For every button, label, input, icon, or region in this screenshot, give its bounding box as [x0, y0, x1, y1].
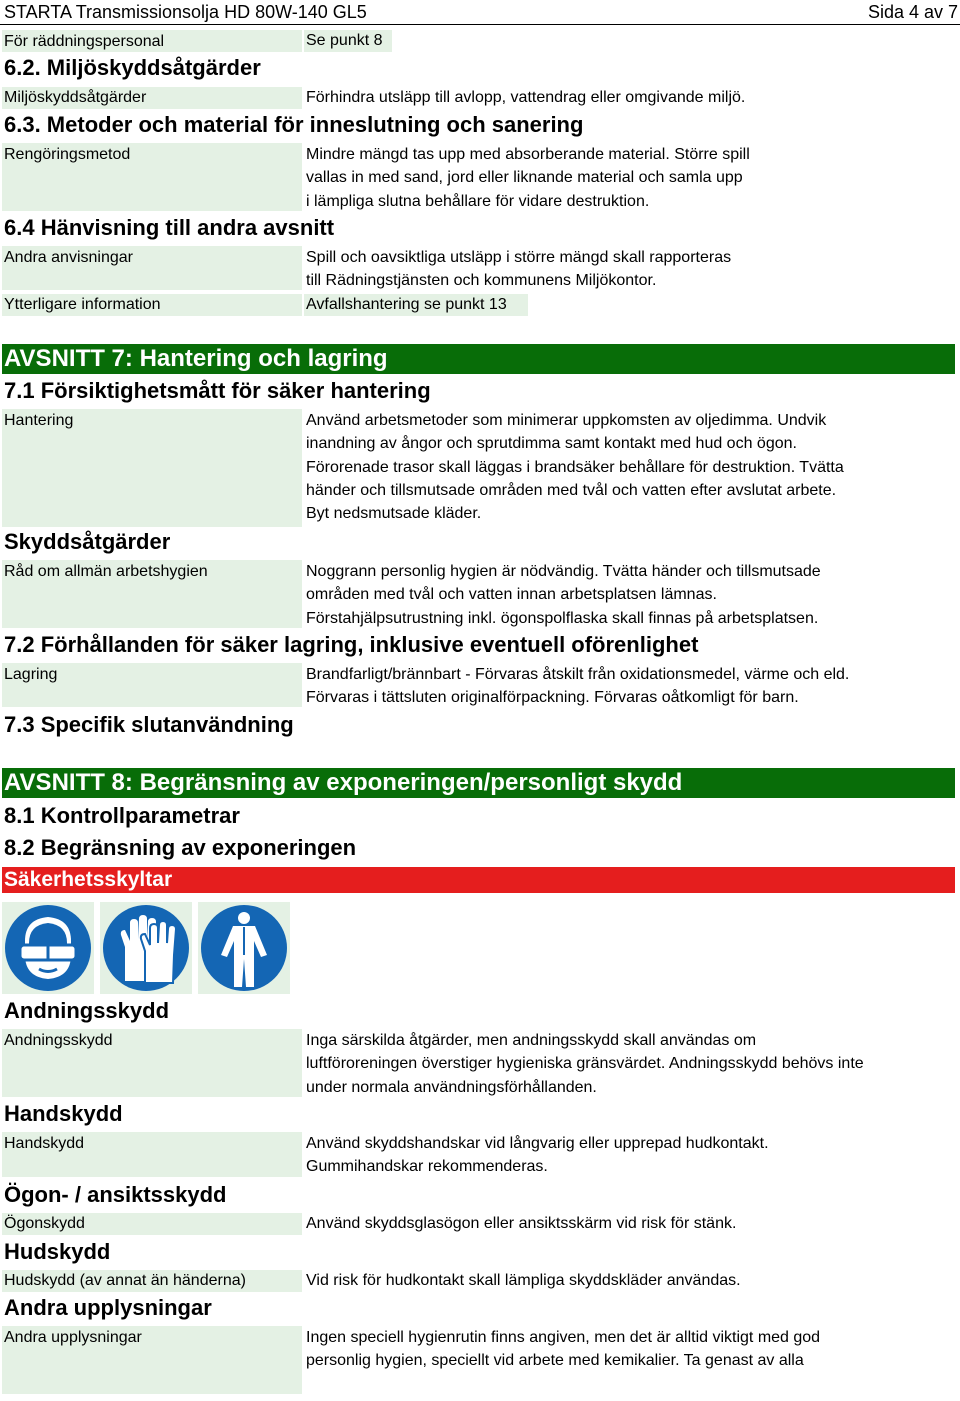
- breath-line: Inga särskilda åtgärder, men andningsskydd skall användas om: [306, 1032, 757, 1049]
- misc-line: Ingen speciell hygienrutin finns angiven, men det är alltid viktigt med god: [306, 1329, 821, 1346]
- heading-6-3: 6.3. Metoder och material för inneslutning och sanering: [4, 112, 584, 137]
- handling-line: Förorenade trasor skall läggas i brandsäker behållare för destruktion. Tvätta: [306, 458, 844, 476]
- env-value: Förhindra utsläpp till avlopp, vattendrag eller omgivande miljö.: [306, 89, 746, 106]
- clean-label-box: [2, 143, 302, 211]
- misc-heading: Andra upplysningar: [4, 1295, 212, 1320]
- info-label: Ytterligare information: [4, 296, 161, 313]
- hygiene-text: [306, 560, 821, 630]
- info-label-box: [2, 294, 302, 316]
- rescue-label-box: [2, 30, 302, 52]
- handling-line: Byt nedsmutsade kläder.: [306, 505, 482, 523]
- hand-label: Handskydd: [4, 1135, 85, 1152]
- hygiene-label: Råd om allmän arbetshygien: [4, 563, 208, 580]
- misc-label-box: [2, 1326, 302, 1394]
- misc-text: [306, 1326, 820, 1373]
- env-label-box: [2, 87, 302, 109]
- clean-line: vallas in med sand, jord eller liknande material och samla upp: [306, 169, 743, 187]
- hand-line: Gummihandskar rekommenderas.: [306, 1158, 548, 1176]
- breath-label-box: [2, 1029, 302, 1097]
- header: [0, 0, 960, 24]
- header-divider: [0, 24, 960, 25]
- storage-label-box: [2, 663, 302, 707]
- clean-line: i lämpliga slutna behållare för vidare destruktion.: [306, 192, 650, 210]
- misc-label: Andra upplysningar: [4, 1329, 142, 1346]
- handling-line: inandning av ångor och sprutdimma samt kontakt med hud och ögon.: [306, 435, 797, 453]
- handling-text: [306, 409, 844, 525]
- document-title: STARTA Transmissionsolja HD 80W-140 GL5: [4, 2, 367, 22]
- eye-value: Använd skyddsglasögon eller ansiktsskärm vid risk för stänk.: [306, 1215, 737, 1232]
- heading-6-2: 6.2. Miljöskyddsåtgärder: [4, 55, 261, 80]
- other-label-box: [2, 246, 302, 290]
- storage-label: Lagring: [4, 666, 58, 683]
- hand-line: Använd skyddshandskar vid långvarig eller upprepad hudkontakt.: [306, 1135, 769, 1152]
- section-8-bar: AVSNITT 8: Begränsning av exponeringen/personligt skydd: [2, 768, 955, 798]
- heading-8-1: 8.1 Kontrollparametrar: [4, 803, 240, 828]
- hygiene-line: Noggrann personlig hygien är nödvändig. Tvätta händer och tillsmutsade: [306, 563, 821, 580]
- heading-7-1: 7.1 Försiktighetsmått för säker hantering: [4, 378, 431, 403]
- hand-heading: Handskydd: [4, 1101, 123, 1126]
- section-7-bar: AVSNITT 7: Hantering och lagring: [2, 344, 955, 374]
- page-number: Sida 4 av 7: [867, 2, 958, 22]
- other-line: till Rädningstjänsten och kommunens Miljökontor.: [306, 272, 657, 290]
- hygiene-line: områden med tvål och vatten innan arbetsplatsen lämnas.: [306, 586, 717, 604]
- info-value: Avfallshantering se punkt 13: [306, 296, 507, 313]
- misc-line: personlig hygien, speciellt vid arbete med kemikalier. Ta genast av alla: [306, 1352, 804, 1370]
- skin-label-box: [2, 1270, 302, 1292]
- hygiene-label-box: [2, 560, 302, 628]
- handling-label: Hantering: [4, 412, 74, 429]
- clean-label: Rengöringsmetod: [4, 146, 131, 163]
- safety-signs-bar: Säkerhetsskyltar: [2, 867, 955, 893]
- breath-text: [306, 1029, 864, 1099]
- heading-8-2: 8.2 Begränsning av exponeringen: [4, 835, 357, 860]
- handling-line: händer och tillsmutsade områden med tvål och vatten efter avslutat arbete.: [306, 481, 837, 499]
- storage-text: [306, 663, 849, 710]
- breath-line: under normala användningsförhållanden.: [306, 1078, 597, 1096]
- hand-label-box: [2, 1132, 302, 1177]
- protective-clothing-sign: [198, 902, 290, 994]
- other-text: [306, 246, 731, 293]
- storage-line: Förvaras i tättsluten originalförpackning. Förvaras oåtkomligt för barn.: [306, 689, 799, 707]
- env-label: Miljöskyddsåtgärder: [4, 89, 147, 106]
- handling-label-box: [2, 409, 302, 527]
- skin-value: Vid risk för hudkontakt skall lämpliga skyddskläder användas.: [306, 1272, 741, 1289]
- clean-line: Mindre mängd tas upp med absorberande material. Större spill: [306, 146, 750, 163]
- heading-7-2: 7.2 Förhållanden för säker lagring, inklusive eventuell oförenlighet: [4, 632, 699, 657]
- rescue-value: Se punkt 8: [306, 32, 383, 49]
- handling-line: Använd arbetsmetoder som minimerar uppkomsten av oljedimma. Undvik: [306, 412, 827, 429]
- hygiene-line: Förstahjälpsutrustning inkl. ögonspolflaska skall finnas på arbetsplatsen.: [306, 609, 819, 627]
- breath-line: luftföroreningen överstiger hygieniska gränsvärdet. Andningsskydd behövs inte: [306, 1055, 864, 1073]
- glove-protection-sign: [100, 902, 192, 994]
- storage-line: Brandfarligt/brännbart - Förvaras åtskilt från oxidationsmedel, värme och eld.: [306, 666, 850, 683]
- rescue-label: För räddningspersonal: [4, 33, 165, 50]
- breath-heading: Andningsskydd: [4, 998, 170, 1023]
- info-value-box: [304, 294, 528, 316]
- clean-text: [306, 143, 750, 213]
- skin-heading: Hudskydd: [4, 1239, 111, 1264]
- eye-protection-sign: [2, 902, 94, 994]
- skin-label: Hudskydd (av annat än händerna): [4, 1272, 246, 1289]
- other-label: Andra anvisningar: [4, 249, 133, 266]
- eye-label: Ögonskydd: [4, 1215, 85, 1232]
- eye-heading: Ögon- / ansiktsskydd: [4, 1182, 227, 1207]
- heading-7-3: 7.3 Specifik slutanvändning: [4, 712, 294, 737]
- breath-label: Andningsskydd: [4, 1032, 113, 1049]
- hand-text: [306, 1132, 769, 1179]
- other-line: Spill och oavsiktliga utsläpp i större mängd skall rapporteras: [306, 249, 732, 266]
- protect-heading: Skyddsåtgärder: [4, 529, 171, 554]
- eye-label-box: [2, 1213, 302, 1235]
- rescue-value-box: [304, 30, 392, 52]
- heading-6-4: 6.4 Hänvisning till andra avsnitt: [4, 215, 335, 240]
